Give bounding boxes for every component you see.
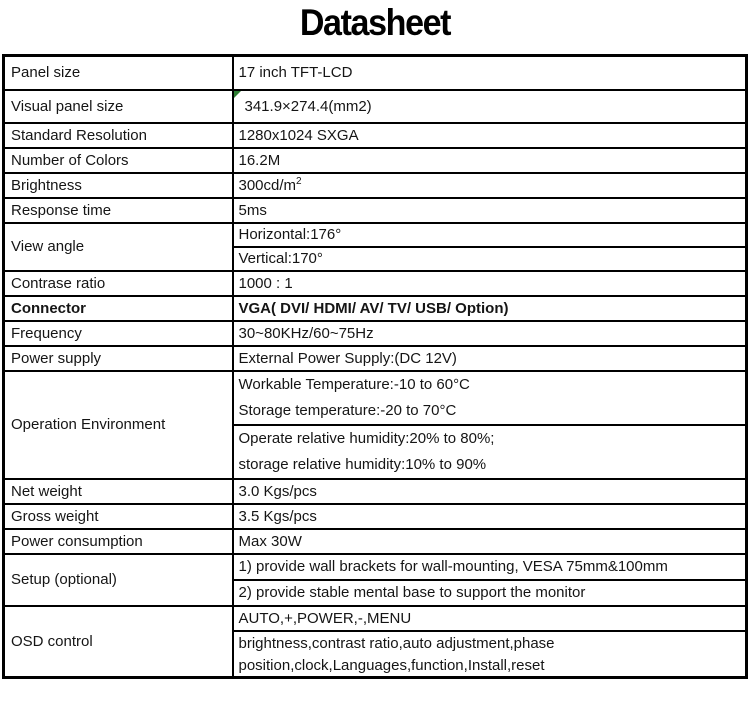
row-osd-control — [4, 606, 747, 631]
spec-label: Contrase ratio — [4, 271, 233, 296]
spec-value-line: storage relative humidity:10% to 90% — [238, 455, 487, 473]
spec-value: VGA( DVI/ HDMI/ AV/ TV/ USB/ Option) — [233, 296, 747, 321]
spec-value — [233, 371, 747, 425]
row-net-weight — [4, 479, 747, 504]
spec-label: Visual panel size — [4, 90, 233, 123]
spec-value-line: brightness,contrast ratio,auto adjustment,phase — [238, 634, 555, 652]
spec-label: Gross weight — [4, 504, 233, 529]
row-power-consumption — [4, 529, 747, 554]
spec-value-text: 300cd/m — [238, 176, 297, 194]
row-operation-environment — [4, 371, 747, 425]
spec-value-line: position,clock,Languages,function,Install,reset — [238, 656, 545, 674]
row-view-angle — [4, 223, 747, 247]
row-visual-panel-size — [4, 90, 747, 123]
spec-label: Number of Colors — [4, 148, 233, 173]
spec-value-line: Storage temperature:-20 to 70°C — [238, 401, 457, 419]
row-number-of-colors — [4, 148, 747, 173]
spec-label: Frequency — [4, 321, 233, 346]
spec-label: Connector — [4, 296, 233, 321]
spec-table — [2, 54, 748, 679]
spec-value: External Power Supply:(DC 12V) — [233, 346, 747, 371]
row-connector — [4, 296, 747, 321]
row-frequency — [4, 321, 747, 346]
row-standard-resolution — [4, 123, 747, 148]
spec-label: Setup (optional) — [4, 554, 233, 606]
spec-label: OSD control — [4, 606, 233, 678]
spec-value: 16.2M — [233, 148, 747, 173]
spec-label: Standard Resolution — [4, 123, 233, 148]
spec-value — [233, 631, 747, 678]
spec-value: Max 30W — [233, 529, 747, 554]
row-response-time — [4, 198, 747, 223]
row-gross-weight — [4, 504, 747, 529]
spec-label: Operation Environment — [4, 371, 233, 479]
row-power-supply — [4, 346, 747, 371]
spec-label: Panel size — [4, 56, 233, 90]
page-title: Datasheet — [299, 2, 451, 43]
spec-value: 2) provide stable mental base to support the monitor — [233, 580, 747, 606]
spec-value: Horizontal:176° — [233, 223, 747, 247]
spec-label: Response time — [4, 198, 233, 223]
spec-label: Net weight — [4, 479, 233, 504]
spec-label: Power consumption — [4, 529, 233, 554]
spec-value: 1000 : 1 — [233, 271, 747, 296]
spec-value: 3.0 Kgs/pcs — [233, 479, 747, 504]
spec-value-superscript: 2 — [296, 175, 302, 187]
spec-label: Power supply — [4, 346, 233, 371]
excel-error-marker-icon — [234, 91, 241, 98]
spec-value — [233, 173, 747, 198]
spec-value-text: 341.9×274.4(mm2) — [244, 97, 372, 115]
spec-value-line: Workable Temperature:-10 to 60°C — [238, 375, 470, 393]
spec-value: 30~80KHz/60~75Hz — [233, 321, 747, 346]
spec-value: 17 inch TFT-LCD — [233, 56, 747, 90]
spec-value-line: Operate relative humidity:20% to 80%; — [238, 429, 495, 447]
spec-value — [233, 425, 747, 479]
spec-value: Vertical:170° — [233, 247, 747, 271]
spec-value: 1280x1024 SXGA — [233, 123, 747, 148]
spec-value: AUTO,+,POWER,-,MENU — [233, 606, 747, 631]
spec-value — [233, 90, 747, 123]
spec-value: 1) provide wall brackets for wall-mounting, VESA 75mm&100mm — [233, 554, 747, 580]
spec-label: Brightness — [4, 173, 233, 198]
row-panel-size — [4, 56, 747, 90]
spec-value: 3.5 Kgs/pcs — [233, 504, 747, 529]
row-setup-optional — [4, 554, 747, 580]
row-contrast-ratio — [4, 271, 747, 296]
row-brightness — [4, 173, 747, 198]
spec-label: View angle — [4, 223, 233, 271]
spec-value: 5ms — [233, 198, 747, 223]
